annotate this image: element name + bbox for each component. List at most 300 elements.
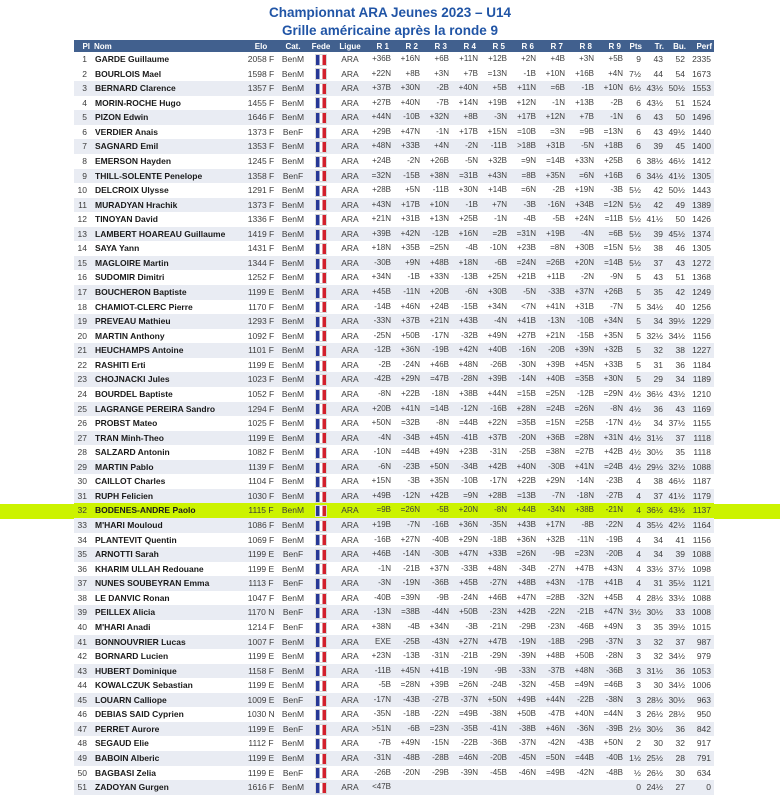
round-4-result-cell: +7B: [463, 68, 478, 78]
round-5-result-cell: +50N: [482, 693, 511, 708]
round-4-result-cell: -33B: [461, 563, 478, 573]
round-7-result-cell: -18B: [540, 635, 569, 650]
round-6-result-cell: -37N: [518, 738, 536, 748]
round-3-result-cell: -1N: [436, 126, 449, 136]
france-flag-icon: [316, 754, 326, 764]
player-name-cell: SEGAUD Elie: [95, 738, 149, 749]
round-4-result-cell: +17B: [459, 126, 478, 136]
federation-cell: [308, 329, 334, 344]
rank-cell: 24: [77, 388, 87, 399]
tiebreak-bu-cell: 51: [675, 97, 685, 108]
player-name-cell: DELCROIX Ulysse: [95, 185, 169, 196]
round-1-result-cell: +39B: [366, 227, 395, 242]
category-cell: BenM: [281, 185, 305, 196]
tiebreak-tr-cell: 42: [644, 198, 666, 213]
round-7-result-cell: -34N: [540, 503, 569, 518]
tiebreak-bu-cell: 33: [666, 605, 688, 620]
points-cell: 6: [636, 155, 641, 166]
round-6-result-cell: <7N: [521, 301, 536, 311]
round-6-result-cell: =35B: [517, 418, 536, 428]
round-1-result-cell: -5B: [378, 680, 391, 690]
tiebreak-tr-cell: 36½: [644, 503, 666, 518]
perf-cell: 1553: [688, 81, 714, 96]
points-cell: 3: [627, 693, 644, 708]
round-9-result-cell: -37N: [598, 635, 627, 650]
round-7-result-cell: -23N: [547, 621, 565, 631]
points-cell: 4: [636, 592, 641, 603]
elo-cell: 1113 F: [244, 576, 278, 591]
round-6-result-cell: +44B: [511, 503, 540, 518]
france-flag-icon: [316, 637, 326, 647]
player-name-cell: SAGNARD Emil: [92, 139, 244, 154]
round-2-result-cell: -24N: [402, 359, 420, 369]
tiebreak-bu-cell: 50: [675, 214, 685, 225]
category-cell: BenM: [281, 214, 305, 225]
elo-cell: 1115 F: [244, 503, 278, 518]
round-5-result-cell: +28B: [482, 489, 511, 504]
tiebreak-bu-cell: 37½: [668, 418, 685, 429]
round-2-result-cell: -25B: [395, 635, 424, 650]
round-3-result-cell: +33N: [429, 272, 449, 282]
round-5-result-cell: -6B: [482, 256, 511, 271]
perf-cell: 1098: [692, 563, 711, 574]
round-1-result-cell: +29B: [372, 126, 391, 136]
france-flag-icon: [316, 477, 326, 487]
round-9-result-cell: +33B: [604, 359, 623, 369]
round-1-result-cell: -13N: [366, 605, 395, 620]
perf-cell: 1305: [692, 243, 711, 254]
table-row: [74, 562, 714, 577]
round-4-result-cell: +47N: [453, 547, 482, 562]
elo-cell: 1199 E: [244, 751, 278, 766]
round-6-result-cell: -14N: [511, 372, 540, 387]
round-9-result-cell: =24B: [598, 460, 627, 475]
round-6-result-cell: =24N: [511, 256, 540, 271]
france-flag-icon: [316, 84, 326, 94]
col-header-r2: R 2: [395, 40, 424, 52]
league-cell: ARA: [341, 418, 359, 429]
table-row: [74, 664, 714, 679]
points-cell: 5: [627, 343, 644, 358]
league-cell: ARA: [334, 169, 366, 184]
player-name-cell: NUNES SOUBEYRAN Emma: [92, 576, 244, 591]
league-cell: ARA: [334, 489, 366, 504]
federation-cell: [308, 460, 334, 475]
perf-cell: 1164: [688, 518, 714, 533]
round-9-result-cell: -1N: [598, 110, 627, 125]
round-6-result-cell: -29B: [519, 621, 536, 631]
tiebreak-bu-cell: 50: [666, 110, 688, 125]
round-1-result-cell: -1N: [378, 563, 391, 573]
federation-cell: [308, 314, 334, 329]
round-4-result-cell: =9N: [453, 489, 482, 504]
france-flag-icon: [316, 171, 326, 181]
round-5-result-cell: -10N: [489, 243, 507, 253]
rank-cell: 10: [77, 185, 87, 196]
elo-cell: 1199 E: [247, 651, 275, 662]
tiebreak-tr-cell: 34: [653, 418, 663, 429]
rank-cell: 32: [74, 503, 92, 518]
round-7-result-cell: =26B: [540, 256, 569, 271]
round-6-result-cell: =8B: [511, 169, 540, 184]
federation-cell: [308, 183, 334, 198]
france-flag-icon: [316, 652, 326, 662]
player-name-cell: BAGBASI Zelia: [95, 767, 156, 778]
round-4-result-cell: +42N: [453, 343, 482, 358]
france-flag-icon: [316, 346, 326, 356]
perf-cell: 2335: [692, 54, 711, 64]
round-4-result-cell: =31B: [453, 169, 482, 184]
round-1-result-cell: +24B: [372, 155, 391, 165]
elo-cell: 1353 F: [244, 139, 278, 154]
tiebreak-bu-cell: 45: [666, 139, 688, 154]
round-6-result-cell: -46N: [518, 767, 536, 777]
col-header-r3: R 3: [424, 40, 453, 52]
rank-cell: 25: [74, 402, 92, 417]
perf-cell: 917: [696, 738, 711, 749]
player-name-cell: VERDIER Anais: [95, 126, 158, 137]
rank-cell: 29: [74, 460, 92, 475]
round-6-result-cell: -3B: [511, 198, 540, 213]
round-8-result-cell: -32N: [576, 592, 594, 602]
round-9-result-cell: +10N: [598, 81, 627, 96]
round-1-result-cell: -7B: [378, 738, 391, 748]
league-cell: ARA: [341, 243, 359, 254]
points-cell: 3: [636, 680, 641, 691]
table-row: [74, 110, 714, 125]
round-7-result-cell: =28B: [546, 592, 565, 602]
round-4-result-cell: -37N: [453, 693, 482, 708]
round-2-result-cell: +29N: [395, 372, 424, 387]
round-5-result-cell: -38N: [489, 709, 507, 719]
round-8-result-cell: +48N: [569, 664, 598, 679]
player-name-cell: PIZON Edwin: [92, 110, 244, 125]
league-cell: ARA: [334, 81, 366, 96]
league-cell: ARA: [334, 314, 366, 329]
round-4-result-cell: +11N: [459, 54, 478, 63]
table-row-highlighted: [74, 503, 714, 518]
round-6-result-cell: +27B: [517, 330, 536, 340]
perf-cell: 1088: [688, 547, 714, 562]
round-4-result-cell: +8B: [453, 110, 482, 125]
round-9-result-cell: +4N: [608, 68, 623, 78]
round-4-result-cell: -5N: [465, 155, 478, 165]
table-row: [74, 241, 714, 256]
round-4-result-cell: +45B: [453, 576, 482, 591]
col-header-r8: R 8: [569, 40, 598, 52]
federation-cell: [308, 693, 334, 708]
player-name-cell: CHAMIOT-CLERC Pierre: [95, 301, 193, 312]
category-cell: BenM: [281, 476, 305, 487]
round-6-result-cell: +17B: [511, 110, 540, 125]
table-row: [74, 139, 714, 154]
federation-cell: [308, 620, 334, 635]
round-3-result-cell: -31N: [431, 651, 449, 661]
elo-cell: 1291 F: [247, 185, 275, 196]
round-2-result-cell: +9N: [395, 256, 424, 271]
round-8-result-cell: +34B: [569, 198, 598, 213]
round-7-result-cell: =49B: [546, 767, 565, 777]
round-5-result-cell: +47B: [482, 635, 511, 650]
france-flag-icon: [316, 200, 326, 210]
rank-cell: 37: [74, 576, 92, 591]
elo-cell: 1373 F: [247, 126, 275, 137]
round-2-result-cell: +22B: [401, 388, 420, 398]
tiebreak-bu-cell: 39½: [668, 621, 685, 632]
round-7-result-cell: -37B: [540, 664, 569, 679]
round-7-result-cell: -27N: [547, 563, 565, 573]
round-5-result-cell: +43N: [482, 169, 511, 184]
tiebreak-tr-cell: 43½: [646, 97, 663, 108]
round-3-result-cell: +20B: [424, 285, 453, 300]
table-row: [74, 707, 714, 722]
tiebreak-tr-cell: 38: [653, 243, 663, 254]
round-9-result-cell: =15N: [603, 243, 623, 253]
round-4-result-cell: -19N: [453, 664, 482, 679]
tiebreak-bu-cell: 46½: [668, 155, 685, 166]
round-7-result-cell: +40B: [540, 372, 569, 387]
tiebreak-bu-cell: 49: [666, 198, 688, 213]
round-9-result-cell: -36B: [598, 664, 627, 679]
federation-cell: [308, 139, 334, 154]
tiebreak-bu-cell: 39½: [666, 314, 688, 329]
player-name-cell: LAMBERT HOAREAU Guillaume: [92, 227, 244, 242]
round-8-result-cell: +16B: [575, 68, 594, 78]
table-row: [74, 518, 714, 533]
col-header-r1: R 1: [366, 40, 395, 52]
league-cell: ARA: [334, 431, 366, 446]
tiebreak-bu-cell: 34½: [668, 651, 685, 662]
perf-cell: 1210: [692, 388, 711, 399]
round-3-result-cell: +45N: [424, 431, 453, 446]
perf-cell: 842: [688, 722, 714, 737]
france-flag-icon: [316, 550, 326, 560]
round-3-result-cell: -7B: [436, 97, 449, 107]
category-cell: BenM: [278, 227, 308, 242]
round-8-result-cell: -43B: [577, 738, 594, 748]
tiebreak-bu-cell: 54: [675, 68, 685, 79]
round-3-result-cell: [424, 780, 453, 795]
tiebreak-bu-cell: 43: [666, 402, 688, 417]
round-5-result-cell: +15N: [487, 126, 507, 136]
table-row: [74, 722, 714, 737]
player-name-cell: BOUCHERON Baptiste: [92, 285, 244, 300]
round-8-result-cell: -17B: [569, 576, 598, 591]
tiebreak-tr-cell: 39: [644, 227, 666, 242]
round-1-result-cell: -10N: [373, 447, 391, 457]
round-8-result-cell: =9B: [579, 126, 594, 136]
round-7-result-cell: [540, 780, 569, 795]
round-8-result-cell: +41N: [569, 460, 598, 475]
round-7-result-cell: -5B: [552, 214, 565, 224]
round-3-result-cell: =47B: [424, 372, 453, 387]
points-cell: 4½: [629, 418, 641, 429]
category-cell: BenF: [278, 722, 308, 737]
round-6-result-cell: +49B: [511, 693, 540, 708]
points-cell: 4: [627, 576, 644, 591]
tiebreak-bu-cell: 32: [675, 738, 685, 749]
round-2-result-cell: =39N: [400, 592, 420, 602]
table-row: [74, 547, 714, 562]
page-title: Championnat ARA Jeunes 2023 – U14: [268, 5, 512, 20]
round-2-result-cell: +8B: [405, 68, 420, 78]
round-4-result-cell: -6N: [453, 285, 482, 300]
tiebreak-tr-cell: 32: [644, 343, 666, 358]
round-7-result-cell: -30B: [540, 460, 569, 475]
tiebreak-bu-cell: 46½: [668, 476, 685, 487]
tiebreak-tr-cell: 31½: [644, 431, 666, 446]
round-1-result-cell: +37B: [366, 81, 395, 96]
tiebreak-bu-cell: 43½: [666, 503, 688, 518]
france-flag-icon: [316, 375, 326, 385]
round-4-result-cell: -12N: [453, 402, 482, 417]
round-4-result-cell: +48N: [458, 359, 478, 369]
league-cell: ARA: [334, 664, 366, 679]
tiebreak-bu-cell: 46: [675, 243, 685, 254]
round-7-result-cell: -22N: [540, 605, 569, 620]
round-9-result-cell: -8N: [598, 402, 627, 417]
round-5-result-cell: -9B: [482, 664, 511, 679]
round-5-result-cell: -8N: [482, 503, 511, 518]
league-cell: ARA: [341, 476, 359, 487]
round-4-result-cell: +29N: [458, 534, 478, 544]
federation-cell: [308, 343, 334, 358]
standings-table: [74, 40, 714, 795]
tiebreak-bu-cell: 34: [666, 372, 688, 387]
round-2-result-cell: =28N: [400, 680, 420, 690]
round-2-result-cell: -12N: [395, 489, 424, 504]
points-cell: 3: [627, 664, 644, 679]
france-flag-icon: [316, 666, 326, 676]
tiebreak-tr-cell: 29½: [644, 460, 666, 475]
rank-cell: 31: [74, 489, 92, 504]
round-1-result-cell: -6N: [366, 460, 395, 475]
round-1-result-cell: -2B: [378, 359, 391, 369]
elo-cell: 1030 N: [247, 709, 275, 720]
round-6-result-cell: +12N: [516, 97, 536, 107]
rank-cell: 28: [77, 447, 87, 458]
round-3-result-cell: -16B: [424, 518, 453, 533]
round-6-result-cell: -38B: [511, 722, 540, 737]
round-1-result-cell: =9B: [366, 503, 395, 518]
elo-cell: 1293 F: [244, 314, 278, 329]
player-name-cell: BORNARD Lucien: [95, 651, 169, 662]
round-7-result-cell: +11B: [546, 272, 565, 282]
france-flag-icon: [316, 55, 326, 65]
league-cell: ARA: [334, 139, 366, 154]
round-5-result-cell: -11B: [482, 139, 511, 154]
table-row: [74, 489, 714, 504]
points-cell: 5½: [627, 256, 644, 271]
round-3-result-cell: +24B: [430, 301, 449, 311]
round-5-result-cell: -26B: [490, 359, 507, 369]
league-cell: ARA: [341, 97, 359, 108]
france-flag-icon: [316, 739, 326, 749]
france-flag-icon: [316, 463, 326, 473]
round-8-result-cell: -15B: [577, 330, 594, 340]
league-cell: ARA: [334, 576, 366, 591]
round-4-result-cell: +14N: [458, 97, 478, 107]
elo-cell: 1199 E: [244, 722, 278, 737]
league-cell: ARA: [334, 722, 366, 737]
league-cell: ARA: [341, 301, 359, 312]
tiebreak-bu-cell: 51: [675, 272, 685, 283]
tiebreak-tr-cell: 31: [644, 576, 666, 591]
league-cell: ARA: [334, 343, 366, 358]
round-4-result-cell: -15B: [461, 301, 478, 311]
elo-cell: 1199 E: [247, 767, 275, 778]
perf-cell: 1389: [688, 198, 714, 213]
france-flag-icon: [316, 302, 326, 312]
category-cell: BenM: [278, 81, 308, 96]
points-cell: 4: [636, 563, 641, 574]
player-name-cell: THILL-SOLENTE Penelope: [92, 169, 244, 184]
france-flag-icon: [316, 594, 326, 604]
perf-cell: 1227: [688, 343, 714, 358]
round-8-result-cell: +37N: [569, 285, 598, 300]
round-6-result-cell: [511, 780, 540, 795]
round-9-result-cell: -48B: [606, 767, 623, 777]
round-1-result-cell: -25N: [373, 330, 391, 340]
round-4-result-cell: +30N: [458, 185, 478, 195]
category-cell: BenM: [281, 272, 305, 283]
league-cell: ARA: [341, 767, 359, 778]
tiebreak-bu-cell: 33½: [668, 592, 685, 603]
category-cell: BenM: [281, 534, 305, 545]
round-5-result-cell: -18B: [490, 534, 507, 544]
table-row: [74, 445, 714, 460]
points-cell: 4: [627, 489, 644, 504]
tiebreak-bu-cell: 35½: [666, 576, 688, 591]
perf-cell: 1118: [693, 447, 711, 458]
tiebreak-tr-cell: 35: [653, 621, 663, 632]
perf-cell: 1189: [688, 372, 714, 387]
round-1-result-cell: -26B: [374, 767, 391, 777]
tiebreak-tr-cell: 41½: [646, 214, 663, 225]
elo-cell: 1357 F: [244, 81, 278, 96]
elo-cell: 1294 F: [244, 402, 278, 417]
federation-cell: [308, 212, 334, 227]
round-3-result-cell: +49N: [429, 447, 449, 457]
france-flag-icon: [316, 492, 326, 502]
round-7-result-cell: -1N: [552, 97, 565, 107]
elo-cell: 1199 E: [244, 547, 278, 562]
round-7-result-cell: =50N: [540, 751, 569, 766]
round-9-result-cell: -38N: [598, 693, 627, 708]
round-1-result-cell: +19B: [366, 518, 395, 533]
round-3-result-cell: -27B: [424, 693, 453, 708]
tiebreak-tr-cell: 29: [644, 372, 666, 387]
tiebreak-tr-cell: 37: [644, 256, 666, 271]
round-5-result-cell: +12B: [488, 54, 507, 63]
league-cell: ARA: [341, 447, 359, 458]
col-header-r9: R 9: [598, 40, 627, 52]
federation-cell: [308, 678, 334, 693]
tiebreak-bu-cell: 27: [666, 780, 688, 795]
points-cell: 4½: [627, 460, 644, 475]
federation-cell: [308, 227, 334, 242]
round-2-result-cell: +49N: [400, 738, 420, 748]
round-4-result-cell: +40N: [453, 81, 482, 96]
round-4-result-cell: -24N: [460, 592, 478, 602]
category-cell: BenM: [278, 780, 308, 795]
round-8-result-cell: -5N: [569, 139, 598, 154]
round-8-result-cell: -46B: [577, 621, 594, 631]
league-cell: ARA: [341, 534, 359, 545]
round-5-result-cell: -27N: [482, 576, 511, 591]
round-9-result-cell: -23B: [606, 476, 623, 486]
tiebreak-bu-cell: 35: [675, 447, 685, 458]
